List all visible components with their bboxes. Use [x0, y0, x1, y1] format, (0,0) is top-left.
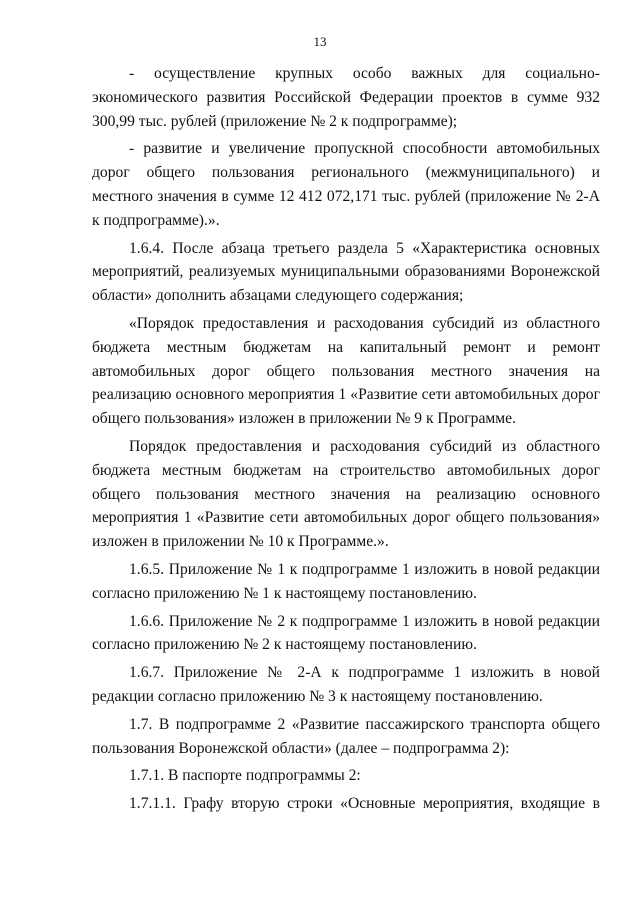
paragraph-1-6-7: 1.6.7. Приложение № 2-А к подпрограмме 1 изложить в новой редакции согласно приложению № 3 к настоящему постановлению. — [92, 664, 600, 705]
paragraph-1-7: 1.7. В подпрограмме 2 «Развитие пассажирского транспорта общего пользования Воронежской области» (далее – подпрограмма 2): — [92, 715, 600, 757]
paragraph-1-7-1-1: 1.7.1.1. Графу вторую строки «Основные мероприятия, входящие в — [129, 795, 600, 813]
paragraph-road-capacity: - развитие и увеличение пропускной способности автомобильных дорог общего пользования регионального (межмуниципального) и местного значения в сумме 12 412 072,171 тыс. рублей (приложение № 2-А к подпрограмме).». — [92, 140, 600, 229]
paragraph-1-6-5: 1.6.5. Приложение № 1 к подпрограмме 1 изложить в новой редакции согласно приложению № 1 к настоящему постановлению. — [92, 560, 600, 602]
paragraph-1-6-6: 1.6.6. Приложение № 2 к подпрограмме 1 изложить в новой редакции согласно приложению № 2 к настоящему постановлению. — [92, 612, 600, 654]
paragraph-subsidy-construction: Порядок предоставления и расходования субсидий из областного бюджета местным бюджетам на строительство автомобильных дорог общего пользования местного значения на реализацию основного мероприятия 1 «Развитие сети автомобильных дорог общего пользования» изложен в приложении № 10 к Программе.». — [92, 437, 600, 551]
page-number: 13 — [313, 34, 327, 49]
paragraph-1-7-1: 1.7.1. В паспорте подпрограммы 2: — [129, 767, 361, 785]
paragraph-project-funding: - осуществление крупных особо важных для социально-экономического развития Российской Федерации проектов в сумме 932 300,99 тыс. рублей (приложение № 2 к подпрограмме); — [92, 65, 600, 130]
document-body — [92, 62, 600, 820]
paragraph-1-6-4: 1.6.4. После абзаца третьего раздела 5 «Характеристика основных мероприятий, реализуемых муниципальными образованиями Воронежской области» дополнить абзацами следующего содержания; — [92, 239, 600, 305]
paragraph-subsidy-repair: «Порядок предоставления и расходования субсидий из областного бюджета местным бюджетам на капитальный ремонт и ремонт автомобильных дорог общего пользования местного значения на реализацию основного мероприятия 1 «Развитие сети автомобильных дорог общего пользования» изложен в приложении № 9 к Программе. — [92, 314, 600, 428]
